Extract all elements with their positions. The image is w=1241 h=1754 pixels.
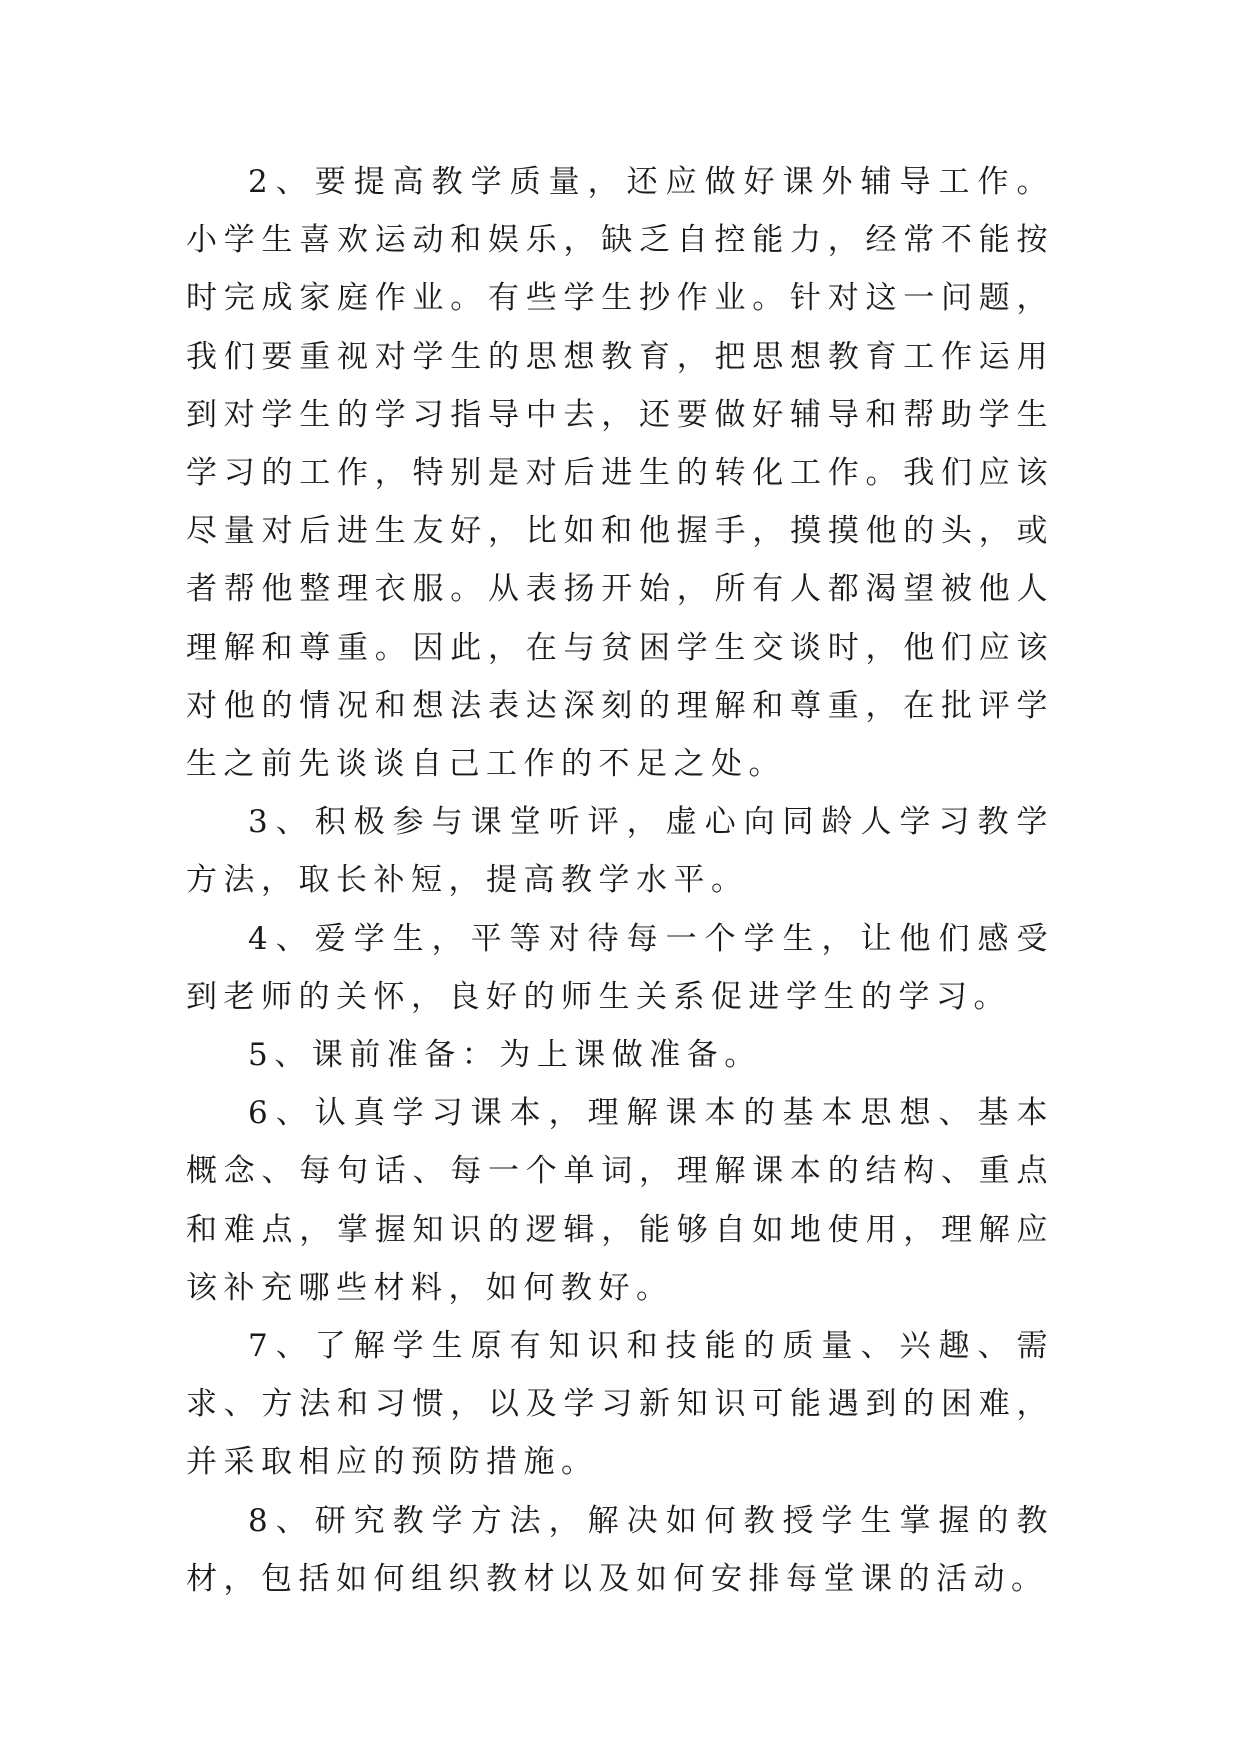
paragraph-3: 3、积极参与课堂听评，虚心向同龄人学习教学方法，取长补短，提高教学水平。: [186, 804, 1054, 899]
paragraph-8: 8、研究教学方法，解决如何教授学生掌握的教材，包括如何组织教材以及如何安排每堂课的活动。: [186, 1502, 1054, 1597]
paragraph-5: 5、课前准备：为上课做准备。: [248, 1037, 762, 1074]
paragraph-7: 7、了解学生原有知识和技能的质量、兴趣、需求、方法和习惯，以及学习新知识可能遇到的困难，并采取相应的预防措施。: [186, 1328, 1054, 1481]
paragraph-4: 4、爱学生，平等对待每一个学生，让他们感受到老师的关怀，良好的师生关系促进学生的学习。: [186, 920, 1054, 1015]
paragraph-2: 2、要提高教学质量，还应做好课外辅导工作。小学生喜欢运动和娱乐，缺乏自控能力，经常不能按时完成家庭作业。有些学生抄作业。针对这一问题，我们要重视对学生的思想教育，把思想教育工作运用到对学生的学习指导中去，还要做好辅导和帮助学生学习的工作，特别是对后进生的转化工作。我们应该尽量对后进生友好，比如和他握手，摸摸他的头，或者帮他整理衣服。从表扬开始，所有人都渴望被他人理解和尊重。因此，在与贫困学生交谈时，他们应该对他的情况和想法表达深刻的理解和尊重，在批评学生之前先谈谈自己工作的不足之处。: [186, 164, 1054, 783]
document-body: [186, 153, 1054, 1608]
paragraph-6: 6、认真学习课本，理解课本的基本思想、基本概念、每句话、每一个单词，理解课本的结构、重点和难点，掌握知识的逻辑，能够自如地使用，理解应该补充哪些材料，如何教好。: [186, 1095, 1054, 1306]
